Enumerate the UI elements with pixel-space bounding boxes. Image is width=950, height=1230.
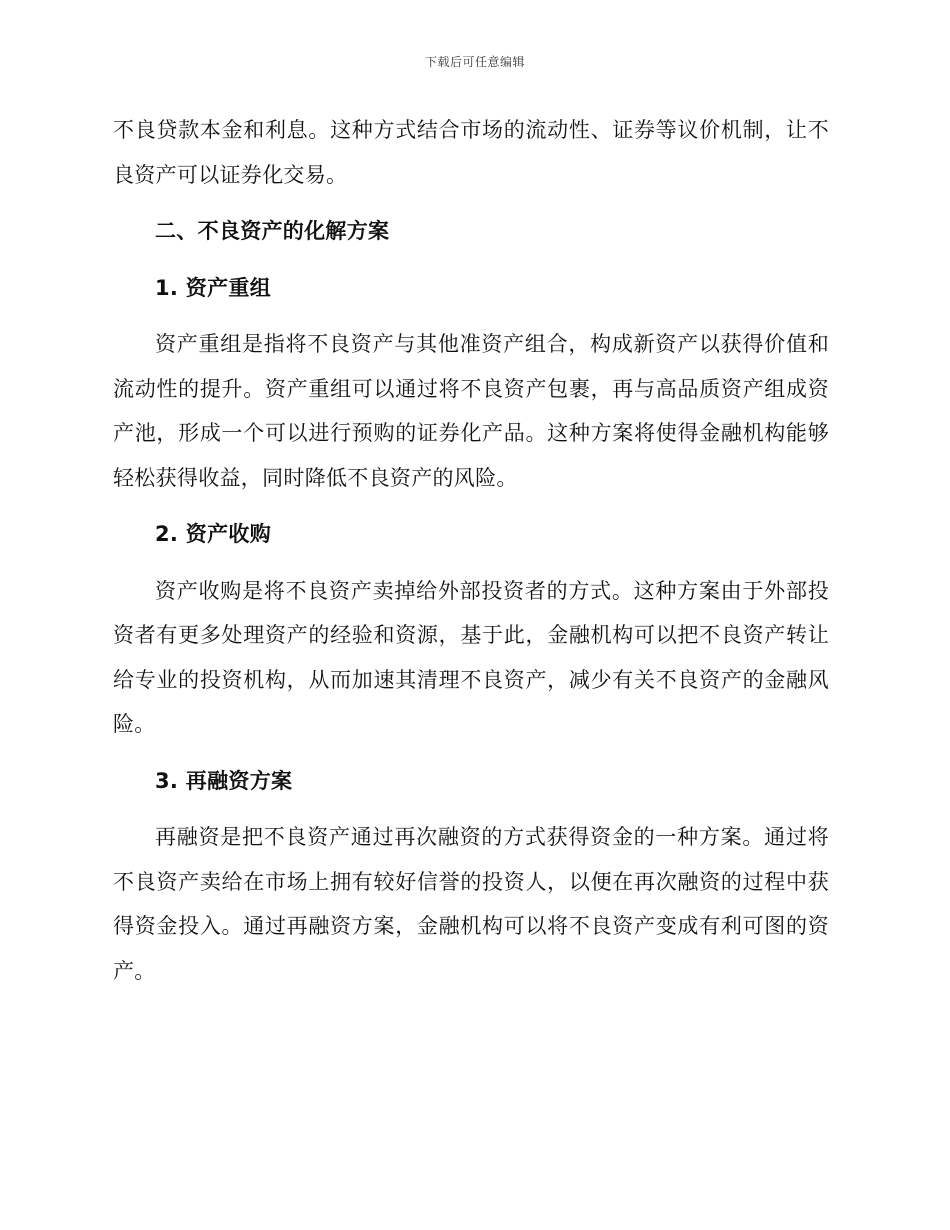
- subsection-body-refinancing: 再融资是把不良资产通过再次融资的方式获得资金的一种方案。通过将不良资产卖给在市场上拥有较好信誉的投资人，以便在再次融资的过程中获得资金投入。通过再融资方案，金融机构可以将不良资产变成有利可图的资产。: [113, 825, 829, 983]
- section-title: 二、不良资产的化解方案: [155, 219, 390, 243]
- subsection-title-asset-acquisition: 2. 资产收购: [155, 522, 271, 546]
- subsection-body-asset-restructuring: 资产重组是指将不良资产与其他准资产组合，构成新资产以获得价值和流动性的提升。资产重组可以通过将不良资产包裹，再与高品质资产组成资产池，形成一个可以进行预购的证券化产品。这种方案将使得金融机构能够轻松获得收益，同时降低不良资产的风险。: [113, 332, 829, 490]
- subsection-body-asset-acquisition: 资产收购是将不良资产卖掉给外部投资者的方式。这种方案由于外部投资者有更多处理资产的经验和资源，基于此，金融机构可以把不良资产转让给专业的投资机构，从而加速其清理不良资产，减少有关不良资产的金融风险。: [113, 578, 829, 736]
- intro-paragraph: 不良贷款本金和利息。这种方式结合市场的流动性、证券等议价机制，让不良资产可以证券化交易。: [113, 118, 829, 187]
- subsection-title-refinancing: 3. 再融资方案: [155, 768, 293, 793]
- document-body: [113, 108, 829, 993]
- page-header: 下载后可任意编辑: [424, 55, 525, 69]
- subsection-title-asset-restructuring: 1. 资产重组: [155, 275, 271, 300]
